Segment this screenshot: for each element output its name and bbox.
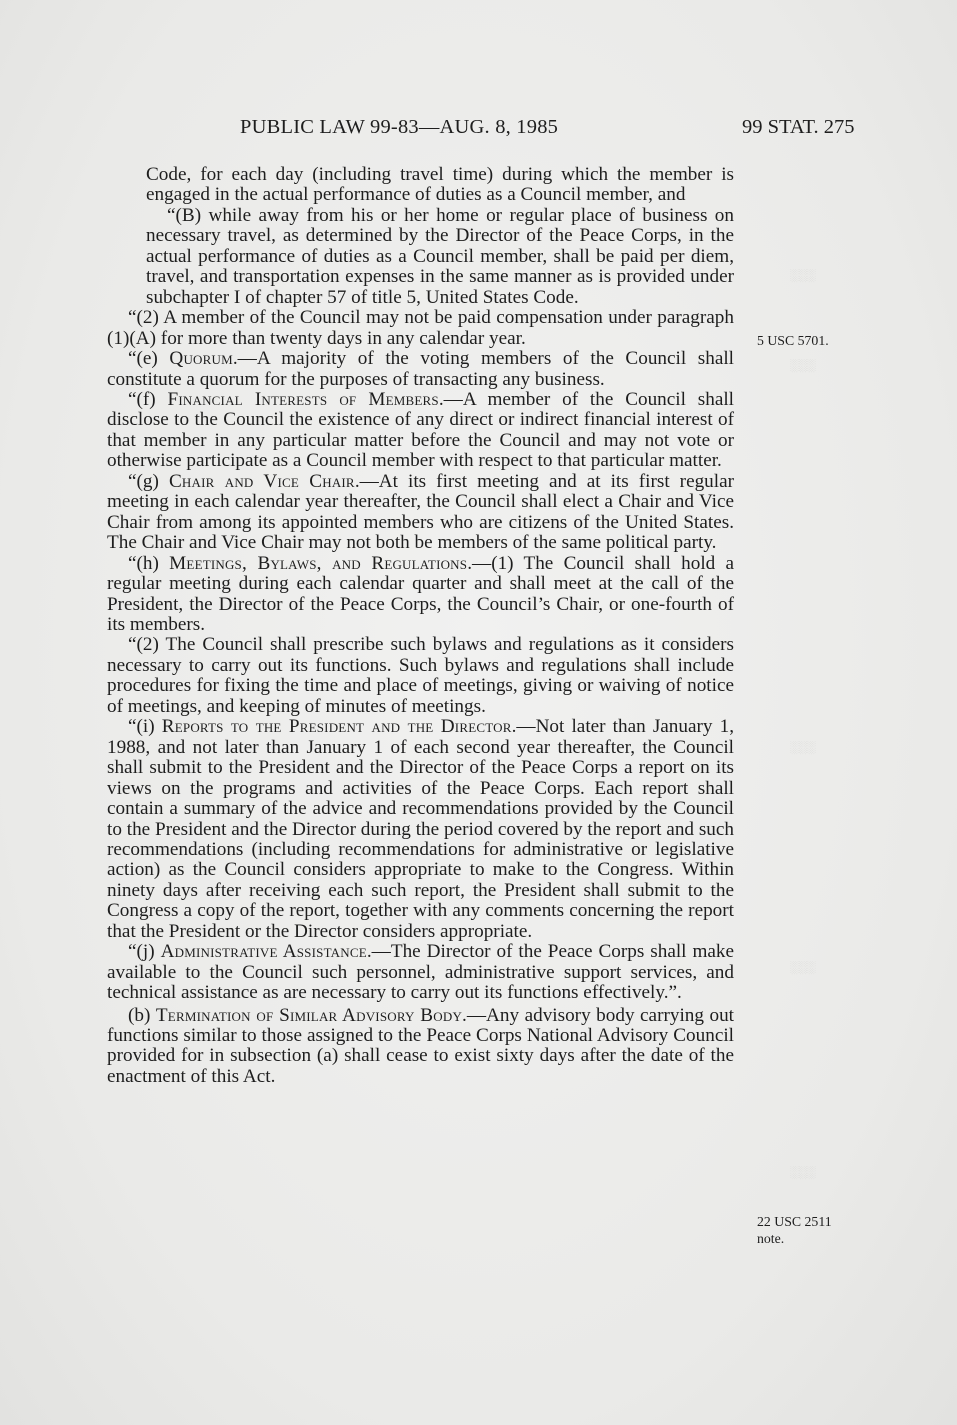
subsection-j-text: .—The Director of the Peace Corps shall make available to the Council such personnel, administrative support services, and technical assistance as are necessary to carry out its functions effectively.”. (107, 941, 734, 1004)
bleed-through-mark: ░░░ (790, 1165, 816, 1179)
subsection-b (107, 1006, 734, 1088)
subsection-e-prefix: “(e) (128, 348, 170, 370)
subsection-j-prefix: “(j) (128, 941, 161, 963)
subsection-g (107, 472, 734, 554)
header-title: PUBLIC LAW 99-83—AUG. 8, 1985 (240, 116, 559, 138)
subsection-f-text: .—A member of the Council shall disclose to the Council the existence of any direct or indirect financial interest of that member in any particular matter before the Council and may not vote or otherwise participate as a Council member with respect to that particular matter. (107, 388, 735, 472)
paragraph-continuation: Code, for each day (including travel time) during which the member is engaged in the actual performance of duties as a Council member, and (146, 164, 734, 206)
subsection-h-2: “(2) The Council shall prescribe such bylaws and regulations as it considers necessary to carry out its functions. Such bylaws and regulations shall include procedures for fixing the time and place of meetings, giving or waiving of notice of meetings, and keeping of minutes of meetings. (107, 634, 734, 717)
subsection-h-text: .—(1) The Council shall hold a regular meeting during each calendar quarter and shall meet at the call of the President, the Director of the Peace Corps, the Council’s Chair, or one-fourth of its members. (107, 552, 735, 635)
subsection-i-prefix: “(i) (128, 716, 162, 738)
subsection-h-heading: Meetings, Bylaws, and Regulations (169, 552, 468, 574)
bleed-through-mark: ░░░ (790, 358, 816, 372)
subsection-j (107, 942, 734, 1003)
margin-note-5-usc-5701: 5 USC 5701. (757, 333, 829, 348)
subsection-b-heading: Termination of Similar Advisory Body (155, 1004, 463, 1026)
subsection-i-heading: Reports to the President and the Director (161, 716, 512, 738)
paragraph-2: “(2) A member of the Council may not be paid compensation under paragraph (1)(A) for more than twenty days in any calendar year. (107, 307, 734, 349)
subsection-g-heading: Chair and Vice Chair (168, 470, 355, 492)
subsection-i-text: .—Not later than January 1, 1988, and not later than January 1 of each second year thereafter, the Council shall submit to the President and the Director of the Peace Corps a report on its views on the programs and activities of the Peace Corps. Each report shall contain a summary of the advice and recommendations provided by the Council to the President and the Director during the period covered by the report and such recommendations (including recommendations for administrative or legislative action) as the Council considers appropriate to make to the Congress. Within ninety days after receiving each such report, the President shall submit to the Congress a copy of the report, together with any comments concerning the report that the President or the Director considers appropriate. (107, 716, 734, 942)
bleed-through-mark: ░░░ (790, 268, 816, 282)
paragraph-1B: “(B) while away from his or her home or regular place of business on necessary travel, as determined by the Director of the Peace Corps, in the actual performance of duties as a Council member, shall be paid per diem, travel, and transportation expenses in the same manner as is provided under subchapter I of chapter 57 of title 5, United States Code. (146, 204, 734, 308)
bleed-through-mark: ░░░ (790, 960, 816, 974)
subsection-g-prefix: “(g) (128, 470, 169, 492)
subsection-j-heading: Administrative Assistance (160, 941, 367, 963)
subsection-e (107, 349, 734, 390)
subsection-i (107, 717, 734, 942)
subsection-b-prefix: (b) (128, 1004, 156, 1026)
subsection-f-prefix: “(f) (128, 388, 168, 410)
page-header (0, 112, 957, 142)
subsection-e-heading: Quorum (169, 348, 233, 370)
subsection-h (107, 554, 734, 636)
subsection-h-prefix: “(h) (128, 552, 170, 574)
margin-note-line: 22 USC 2511 (757, 1214, 832, 1229)
subsection-f (107, 390, 734, 472)
subsection-g-text: .—At its first meeting and at its first regular meeting in each calendar year thereafter, the Council shall elect a Chair and Vice Chair from among its appointed members who are citizens of the United States. The Chair and Vice Chair may not both be members of the same political party. (107, 470, 735, 554)
subsection-e-text: .—A majority of the voting members of the Council shall constitute a quorum for the purposes of transacting any business. (107, 348, 734, 390)
subsection-b-text: .—Any advisory body carrying out functions similar to those assigned to the Peace Corps National Advisory Council provided for in subsection (a) shall cease to exist sixty days after the date of the enactment of this Act. (107, 1004, 734, 1087)
margin-note-line: note. (757, 1231, 785, 1246)
bleed-through-mark: ░░░ (790, 740, 816, 754)
subsection-f-heading: Financial Interests of Members (167, 388, 439, 410)
statute-body (107, 165, 734, 1087)
subparagraph-block (107, 165, 734, 308)
margin-note-22-usc-2511 (757, 1213, 832, 1247)
statute-page-number: 99 STAT. 275 (742, 116, 855, 138)
